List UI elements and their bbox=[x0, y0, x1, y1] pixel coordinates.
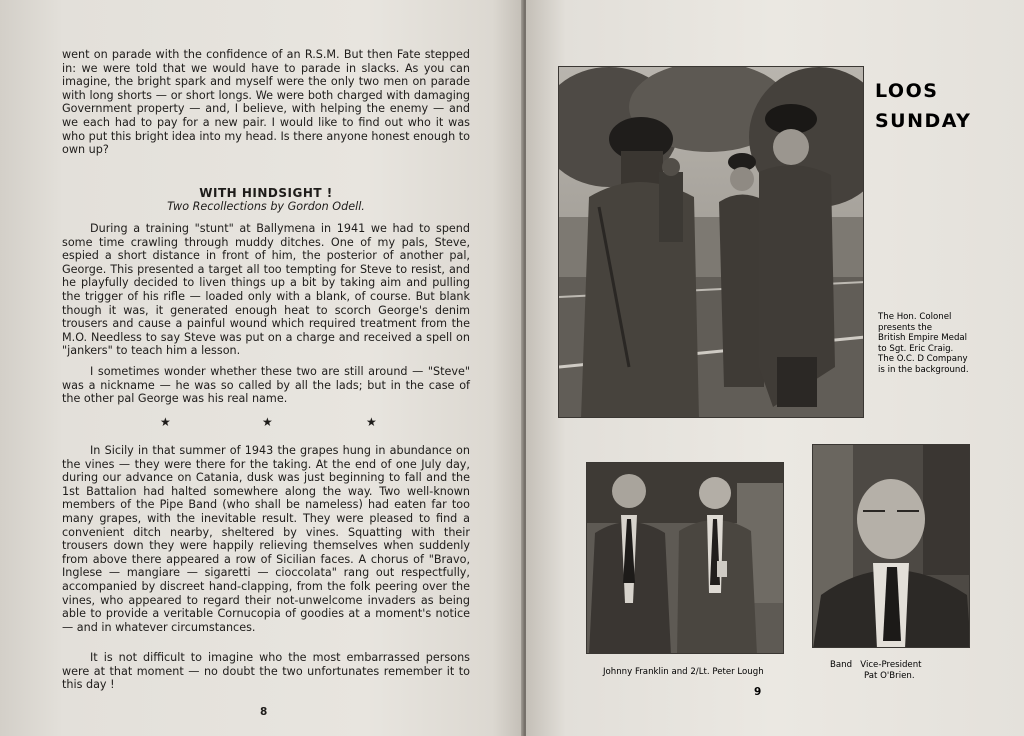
page-number-left: 8 bbox=[260, 706, 268, 718]
photo-franklin-lough bbox=[586, 462, 784, 654]
franklin-lough-image bbox=[587, 463, 784, 654]
story-two-end bbox=[62, 651, 470, 692]
caption-medal-line: The Hon. Colonel bbox=[878, 312, 952, 322]
star-divider-2: ★ bbox=[262, 415, 273, 429]
section-title: WITH HINDSIGHT ! bbox=[199, 186, 333, 200]
caption-franklin-lough: Johnny Franklin and 2/Lt. Peter Lough bbox=[603, 667, 764, 677]
article-title bbox=[875, 76, 971, 136]
intro-paragraph bbox=[62, 48, 470, 157]
star-divider-1: ★ bbox=[160, 415, 171, 429]
pat-obrien-image bbox=[813, 445, 970, 648]
caption-medal bbox=[878, 312, 969, 376]
intro-text: went on parade with the confidence of an R.S.M. But then Fate stepped in: we were told that we would have to parade in slacks. As you can imagine, the bright spark and myself were the only two men on parade with long shorts — or short longs. We were both charged with damaging Government property — and, I believe, with helping the enemy — and we each had to pay for a new pair. I would like to find out who it was who put this bright idea into my head. Is there anyone honest enough to own up? bbox=[62, 48, 470, 157]
caption-medal-line: British Empire Medal bbox=[878, 333, 968, 344]
caption-medal-line: to Sgt. Eric Craig. bbox=[878, 343, 954, 354]
medal-presentation-image bbox=[559, 67, 864, 418]
caption-obrien bbox=[830, 660, 922, 681]
photo-medal-presentation bbox=[558, 66, 864, 418]
section-subtitle: Two Recollections by Gordon Odell. bbox=[167, 200, 365, 213]
star-divider-3: ★ bbox=[366, 415, 377, 429]
page-number-right: 9 bbox=[754, 686, 762, 698]
story-two bbox=[62, 444, 470, 634]
title-line-sunday: SUNDAY bbox=[875, 110, 972, 132]
caption-obrien-line-2: Pat O'Brien. bbox=[864, 670, 915, 681]
caption-medal-line: is in the background. bbox=[878, 364, 969, 375]
story-one-paragraph-2: I sometimes wonder whether these two are still around — "Steve" was a nickname — he was so called by all the lads; but in the case of the other pal George was his real name. bbox=[62, 365, 470, 406]
caption-medal-line: presents the bbox=[878, 322, 932, 333]
caption-obrien-line-1: Band Vice-President bbox=[830, 660, 922, 670]
section-heading bbox=[62, 186, 470, 214]
story-two-paragraph-1: In Sicily in that summer of 1943 the grapes hung in abundance on the vines — they were there for the taking. At the end of one July day, during our advance on Catania, dusk was just beginning to fall and the 1st Battalion had halted somewhere along the way. Two well-known members of the Pipe Band (who shall be nameless) had eaten far too many grapes, with the inevitable result. They were pleased to find a convenient ditch nearby, sheltered by vines. Squatting with their trousers down they were happily relieving themselves when suddenly from above there appeared a row of Sicilian faces. A chorus of "Bravo, Inglese — mangiare — sigaretti — cioccolata" rang out respectfully, accompanied by discreet hand-clapping, from the folk peering over the vines, who appeared to regard their not-unwelcome invaders as being able to provide a veritable Cornucopia of goodies at a moment's notice — and in whatever circumstances. bbox=[62, 444, 470, 634]
photo-pat-obrien bbox=[812, 444, 970, 648]
story-one bbox=[62, 222, 470, 358]
caption-medal-line: The O.C. D Company bbox=[878, 354, 968, 365]
story-two-paragraph-2: It is not difficult to imagine who the most embarrassed persons were at that moment — no doubt the two unfortunates remember it to this day ! bbox=[62, 651, 470, 692]
title-line-loos: LOOS bbox=[875, 80, 939, 102]
story-one-paragraph-1: During a training "stunt" at Ballymena in 1941 we had to spend some time crawling through muddy ditches. One of my pals, Steve, espied a short distance in front of him, the posterior of another pal, George. This presented a target all too tempting for Steve to resist, and he playfully decided to liven things up a bit by taking aim and pulling the trigger of his rifle — loaded only with a blank, of course. But blank though it was, it generated enough heat to scorch George's denim trousers and cause a painful wound which required treatment from the M.O. Needless to say Steve was put on a charge and received a spell on "jankers" to teach him a lesson. bbox=[62, 222, 470, 358]
story-one-continued bbox=[62, 365, 470, 406]
section-divider bbox=[62, 415, 470, 431]
